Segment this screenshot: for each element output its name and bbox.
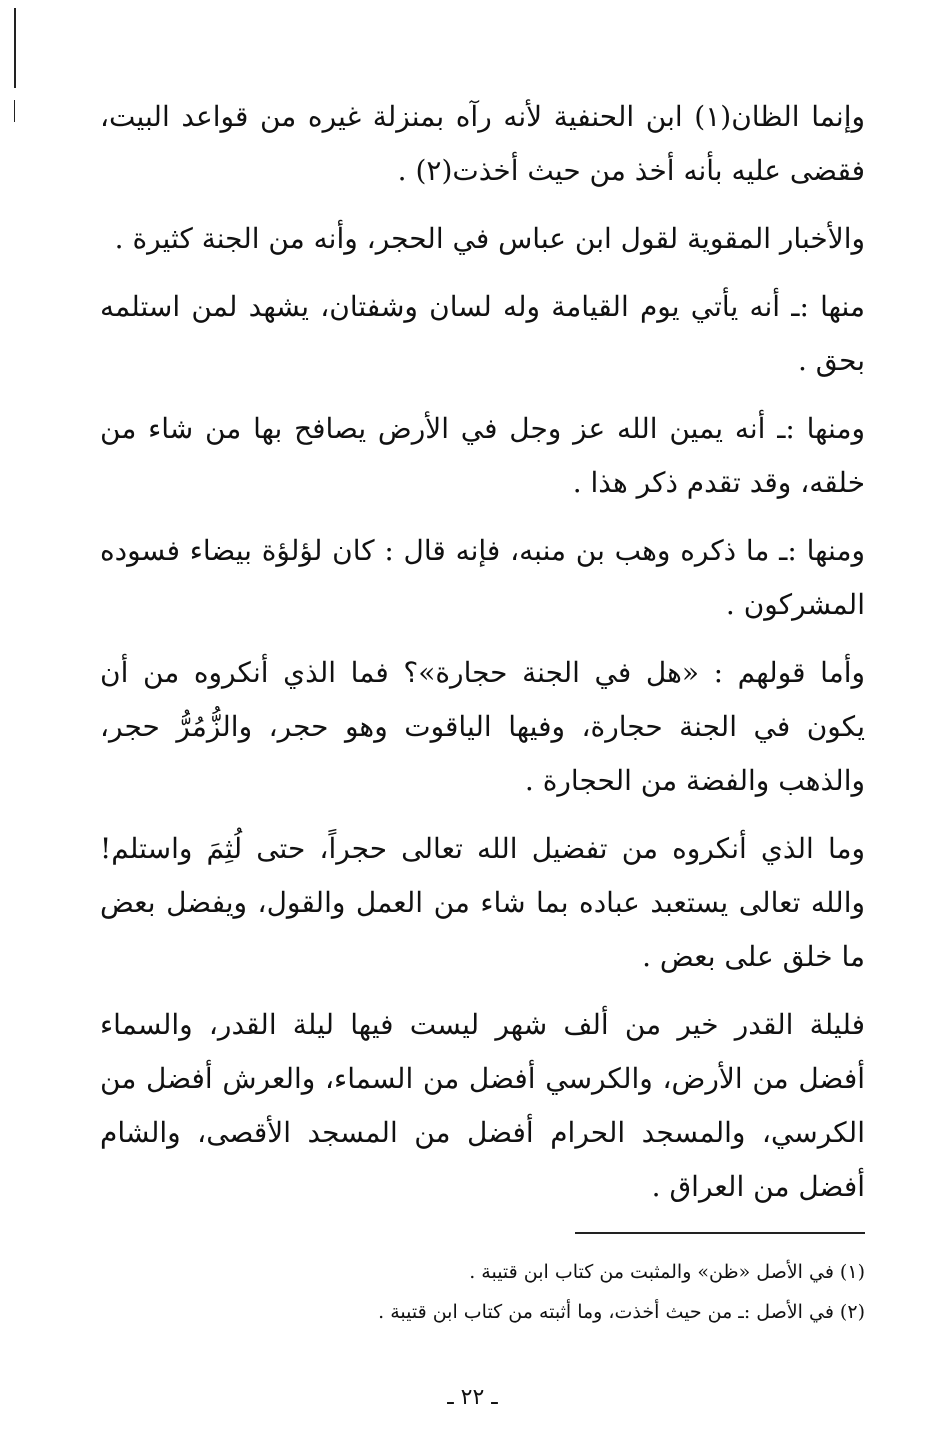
- footnote: (٢) في الأصل :ـ من حيث أخذت، وما أثبته من كتاب ابن قتيبة .: [378, 1301, 865, 1323]
- paragraph: فليلة القدر خير من ألف شهر ليست فيها ليلة القدر، والسماء أفضل من الأرض، والكرسي أفضل من السماء، والعرش أفضل من الكرسي، والمسجد الحرام أفضل من المسجد الأقصى، والشام أفضل من العراق .: [100, 1008, 865, 1203]
- page-body: [100, 90, 865, 1228]
- scan-edge-mark: [14, 100, 15, 122]
- scan-edge-mark: [14, 8, 16, 88]
- paragraph: منها :ـ أنه يأتي يوم القيامة وله لسان وشفتان، يشهد لمن استلمه بحق .: [100, 290, 865, 377]
- footnotes: [100, 1252, 865, 1332]
- footnote-separator: [575, 1232, 865, 1234]
- paragraph: وإنما الظان(١) ابن الحنفية لأنه رآه بمنزلة غيره من قواعد البيت، فقضى عليه بأنه أخذ من حيث أخذت(٢) .: [100, 100, 866, 187]
- footnote: (١) في الأصل «ظن» والمثبت من كتاب ابن قتيبة .: [469, 1261, 865, 1283]
- paragraph: ومنها :ـ ما ذكره وهب بن منبه، فإنه قال : كان لؤلؤة بيضاء فسوده المشركون .: [100, 534, 865, 621]
- page-number: ـ ٢٢ ـ: [447, 1385, 498, 1410]
- paragraph: وأما قولهم : «هل في الجنة حجارة»؟ فما الذي أنكروه من أن يكون في الجنة حجارة، وفيها الياقوت وهو حجر، والزُّمُرُّ حجر، والذهب والفضة من الحجارة .: [100, 656, 865, 797]
- paragraph: وما الذي أنكروه من تفضيل الله تعالى حجراً، حتى لُثِمَ واستلم! والله تعالى يستعبد عباده بما شاء من العمل والقول، ويفضل بعض ما خلق على بعض .: [100, 832, 865, 973]
- paragraph: ومنها :ـ أنه يمين الله عز وجل في الأرض يصافح بها من شاء من خلقه، وقد تقدم ذكر هذا .: [100, 412, 865, 499]
- paragraph: والأخبار المقوية لقول ابن عباس في الحجر، وأنه من الجنة كثيرة .: [114, 222, 865, 255]
